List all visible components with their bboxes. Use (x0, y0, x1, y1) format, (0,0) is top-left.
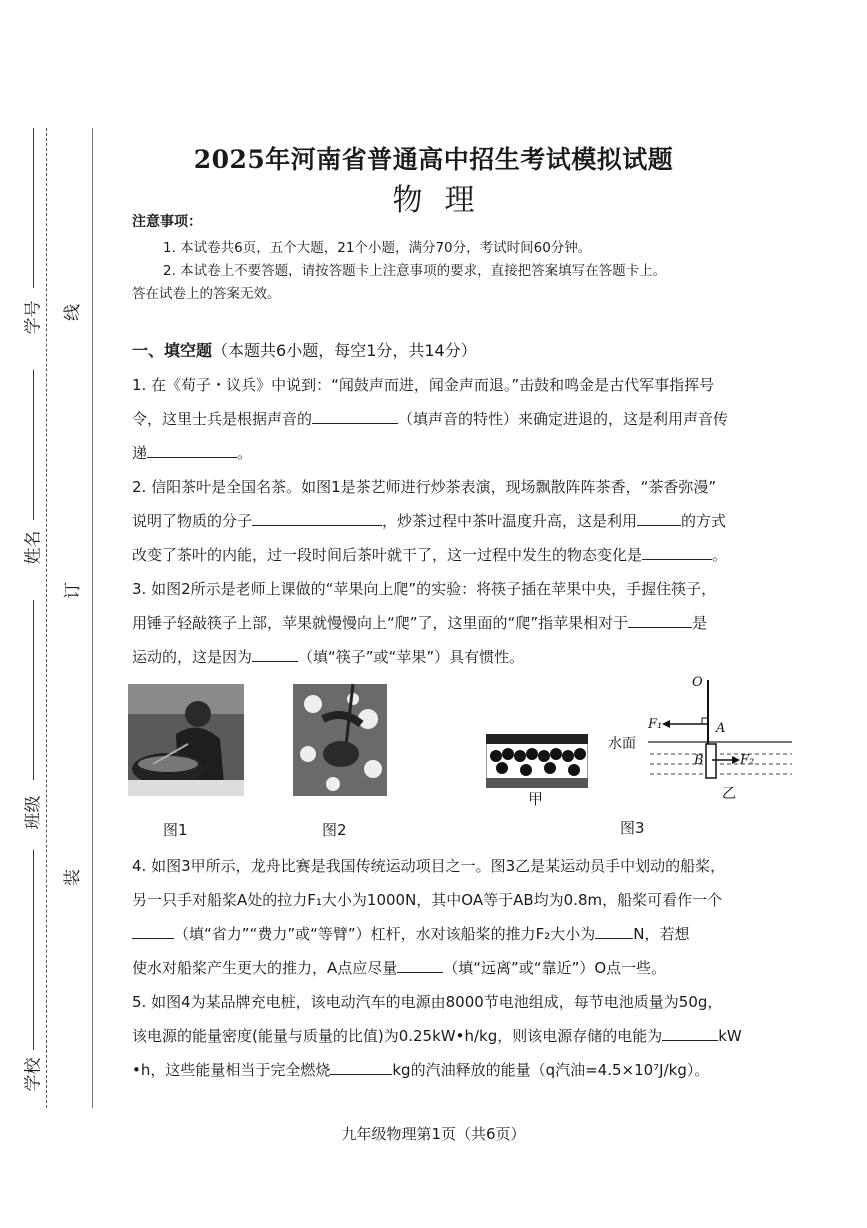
figure-1-photo (128, 684, 244, 796)
xuexiao-underline (33, 850, 34, 1050)
section-1-heading (132, 338, 477, 361)
margin-xian-label: 线 (63, 304, 83, 321)
tea-frying-image (128, 684, 244, 796)
figure-3-jia-photo (486, 734, 588, 788)
figure-1-caption: 图1 (163, 821, 188, 839)
q2-line-c: 改变了茶叶的内能，过一段时间后茶叶就干了，这一过程中发生的物态变化是 。 (132, 538, 802, 572)
point-A-label: A (716, 721, 726, 736)
q3-blank-1[interactable] (628, 611, 692, 628)
point-B-label: B (694, 753, 704, 768)
margin-xuexiao-label: 学校 (23, 1057, 44, 1092)
margin-zhuang-label: 装 (63, 869, 83, 886)
figure-3-caption: 图3 (620, 819, 645, 837)
banji-underline (33, 600, 34, 780)
q1-blank-2[interactable] (147, 441, 237, 458)
note-line-1: 1. 本试卷共6页，五个大题，21个小题，满分70分，考试时间60分钟。 (163, 240, 592, 256)
q2-blank-2[interactable] (637, 509, 681, 526)
xingming-underline (33, 370, 34, 520)
margin-xuehao-label: 学号 (23, 300, 44, 335)
question-5 (132, 985, 802, 1087)
dragon-boat-image (486, 734, 588, 788)
q5-line-a: 5. 如图4为某品牌充电桩，该电动汽车的电源由8000节电池组成，每节电池质量为50g， (132, 993, 723, 1011)
note-line-2: 2. 本试卷上不要答题，请按答题卡上注意事项的要求，直接把答案填写在答题卡上。 (163, 263, 667, 279)
q4-line-c: （填“省力”“费力”或“等臂”）杠杆，水对该船桨的推力F₂大小为 N，若想 (132, 917, 802, 951)
q1-blank-1[interactable] (312, 407, 398, 424)
point-O-label: O (692, 675, 703, 690)
q5-line-c: •h，这些能量相当于完全燃烧 kg的汽油释放的能量（q汽油=4.5×10⁷J/kg）。 (132, 1053, 802, 1087)
q4-blank-3[interactable] (397, 956, 443, 973)
q2-blank-1[interactable] (252, 509, 382, 526)
figure-3-yi-diagram (600, 672, 800, 802)
force-F2-label: F₂ (740, 753, 755, 768)
exam-title: 2025年河南省普通高中招生考试模拟试题 (193, 145, 674, 174)
question-4 (132, 849, 802, 985)
q4-blank-2[interactable] (595, 922, 633, 939)
page-footer: 九年级物理第1页（共6页） (341, 1125, 526, 1143)
q1-line-b: 令，这里士兵是根据声音的 （填声音的特性）来确定进退的，这是利用声音传 (132, 402, 802, 436)
q4-line-a: 4. 如图3甲所示，龙舟比赛是我国传统运动项目之一。图3乙是某运动员手中划动的船桨， (132, 857, 726, 875)
binding-dashed-line (46, 128, 47, 1108)
q2-line-a: 2. 信阳茶叶是全国名茶。如图1是茶艺师进行炒茶表演，现场飘散阵阵茶香，“茶香弥漫” (132, 478, 717, 496)
q3-line-c: 运动的，这是因为 （填“筷子”或“苹果”）具有惯性。 (132, 640, 802, 674)
q2-blank-3[interactable] (642, 543, 712, 560)
figure-3-jia-label: 甲 (528, 790, 544, 808)
note-line-3: 答在试卷上的答案无效。 (132, 286, 281, 302)
q1-line-a: 1. 在《荀子・议兵》中说到：“闻鼓声而进，闻金声而退。”击鼓和鸣金是古代军事指挥号 (132, 376, 715, 394)
q3-line-a: 3. 如图2所示是老师上课做的“苹果向上爬”的实验：将筷子插在苹果中央，手握住筷子， (132, 580, 717, 598)
section-1-label: 一、填空题 (132, 341, 213, 360)
q1-line-c: 递 。 (132, 436, 802, 470)
force-F1-label: F₁ (648, 717, 663, 732)
q2-line-b: 说明了物质的分子 ，炒茶过程中茶叶温度升高，这是利用 的方式 (132, 504, 802, 538)
figure-3-yi-label: 乙 (722, 786, 736, 802)
notes-heading: 注意事项： (132, 214, 202, 230)
q3-line-b: 用锤子轻敲筷子上部，苹果就慢慢向上“爬”了，这里面的“爬”指苹果相对于 是 (132, 606, 802, 640)
figure-2-caption: 图2 (322, 821, 347, 839)
q4-line-d: 使水对船桨产生更大的推力，A点应尽量 （填“远离”或“靠近”）O点一些。 (132, 951, 802, 985)
q3-blank-2[interactable] (252, 645, 298, 662)
binding-border-line (92, 128, 93, 1108)
margin-xingming-label: 姓名 (23, 530, 44, 565)
subject-title: 物理 (392, 183, 497, 218)
section-1-rule: （本题共6小题，每空1分，共14分） (212, 341, 477, 360)
q5-blank-2[interactable] (330, 1058, 392, 1075)
question-2 (132, 470, 802, 572)
margin-banji-label: 班级 (23, 795, 44, 830)
q5-line-b: 该电源的能量密度(能量与质量的比值)为0.25kW•h/kg，则该电源存储的电能为 kW (132, 1019, 802, 1053)
q4-line-b: 另一只手对船桨A处的拉力F₁大小为1000N，其中OA等于AB均为0.8m，船桨可看作一个 (132, 891, 723, 909)
question-3 (132, 572, 802, 674)
water-surface-label: 水面 (608, 736, 636, 752)
margin-ding-label: 订 (63, 582, 83, 599)
q5-blank-1[interactable] (662, 1024, 718, 1041)
figure-2-photo (293, 684, 387, 796)
question-1 (132, 368, 802, 470)
q4-blank-1[interactable] (132, 922, 174, 939)
apple-chopstick-image (293, 684, 387, 796)
